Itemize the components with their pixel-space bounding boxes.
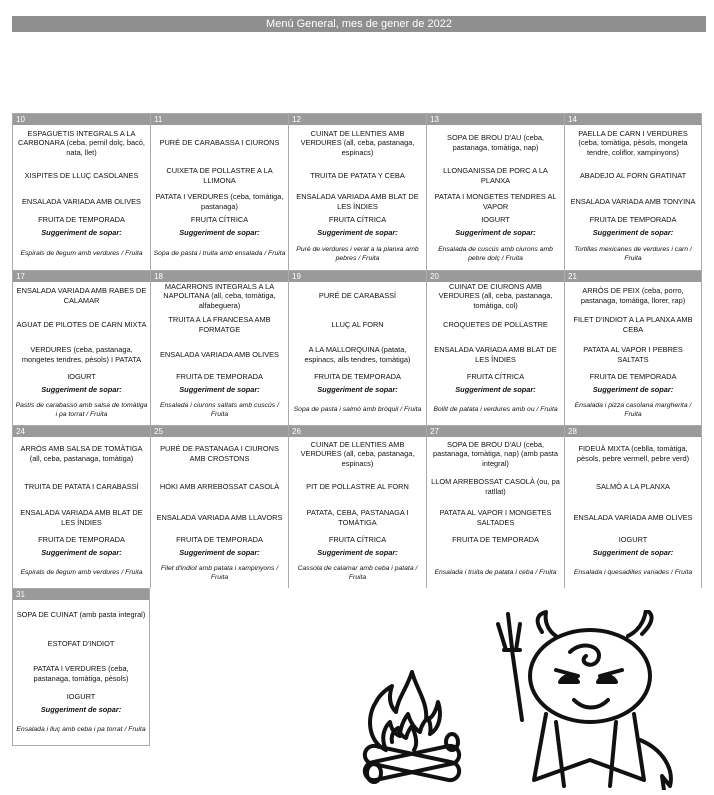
supper-suggestion-label: Suggeriment de sopar: — [592, 384, 674, 394]
second-course: TRUITA A LA FRANCESA AMB FORMATGE — [168, 315, 271, 334]
supper-suggestion: Ensalada i pizza casolana margherita / Fruita — [574, 401, 692, 418]
second-course: PIT DE POLLASTRE AL FORN — [306, 481, 409, 491]
dessert: FRUITA CÍTRICA — [190, 215, 249, 224]
supper-suggestion: Sopa de pasta i salmó amb bròquil / Fruita — [293, 406, 422, 414]
menu-title: Menú General, mes de gener de 2022 — [12, 16, 706, 32]
dessert: FRUITA DE TEMPORADA — [452, 535, 539, 544]
second-course: ABADEJO AL FORN GRATINAT — [579, 170, 687, 180]
day-cell — [426, 425, 564, 588]
supper-suggestion-label: Suggeriment de sopar: — [592, 227, 674, 237]
second-course: ESTOFAT D'INDIOT — [47, 639, 115, 649]
second-course: LLUÇ AL FORN — [331, 320, 384, 330]
supper-suggestion-label: Suggeriment de sopar: — [592, 547, 674, 557]
day-number: 11 — [151, 114, 288, 125]
side-dish: ENSALADA VARIADA AMB LLAVORS — [156, 512, 283, 522]
first-course: ESPAGUETIS INTEGRALS A LA CARBONARA (ceba, pernil dolç, bacó, nata, llet) — [18, 128, 145, 157]
side-dish: PATATA I VERDURES (ceba, tomàtiga, pastanaga) — [155, 191, 284, 211]
side-dish: VERDURES (ceba, pastanaga, mongetes tendres, pèsols) I PATATA — [21, 345, 142, 364]
day-cell — [288, 270, 426, 425]
supper-suggestion: Espirals de llegum amb verdures / Fruita — [20, 569, 143, 577]
supper-suggestion: Pastís de carabassó amb salsa de tomàtiga i pa torrat / Fruita — [15, 401, 148, 418]
side-dish: ENSALADA VARIADA AMB OLIVES — [160, 350, 279, 360]
day-cell — [12, 425, 150, 588]
dessert: FRUITA DE TEMPORADA — [176, 372, 263, 381]
supper-suggestion: Ensalada de cuscús amb ciurons amb pebre dolç / Fruita — [438, 245, 553, 262]
supper-suggestion: Ensalada i truita de patata i ceba / Fruita — [434, 569, 557, 577]
day-number: 31 — [13, 589, 149, 600]
supper-suggestion-label: Suggeriment de sopar: — [41, 227, 122, 237]
supper-suggestion: Tortillas mexicanes de verdures i carn / Fruita — [574, 245, 692, 262]
second-course: HOKI AMB ARREBOSSAT CASOLÀ — [159, 481, 280, 491]
dessert: FRUITA CÍTRICA — [328, 535, 387, 544]
side-dish: PATATA, CEBA, PASTANAGA I TOMÀTIGA — [306, 507, 409, 527]
day-number: 12 — [289, 114, 426, 125]
first-course: PURÉ DE CARABASSÍ — [318, 291, 397, 301]
second-course: CUIXETA DE POLLASTRE A LA LLIMONA — [166, 165, 273, 185]
first-course: MACARRONS INTEGRALS A LA NAPOLITANA (all, ceba, tomàtiga, alfabeguera) — [163, 281, 276, 310]
supper-suggestion: Filet d'indiot amb patata i xampinyons / Fruita — [160, 564, 279, 581]
supper-suggestion: Ensalada i lluç amb ceba i pa torrat / Fruita — [16, 726, 146, 734]
dessert: FRUITA DE TEMPORADA — [589, 372, 677, 381]
week-row — [12, 270, 706, 425]
week-row — [12, 425, 706, 588]
dessert: IOGURT — [66, 692, 96, 701]
week-row — [12, 113, 706, 270]
first-course: ARRÒS DE PEIX (ceba, porro, pastanaga, tomàtiga, llorer, rap) — [580, 286, 686, 305]
day-number: 19 — [289, 271, 426, 282]
day-number: 18 — [151, 271, 288, 282]
day-number: 26 — [289, 426, 426, 437]
side-dish: ENSALADA VARIADA AMB BLAT DE LES ÍNDIES — [20, 507, 143, 527]
first-course: PAELLA DE CARN I VERDURES (ceba, tomàtiga, pèsols, mongeta tendre, coliflor, xampinyons) — [578, 128, 688, 157]
side-dish: ENSALADA VARIADA AMB BLAT DE LES ÍNDIES — [296, 191, 419, 211]
supper-suggestion: Ensalada i ciurons saltats amb cuscús / Fruita — [159, 401, 279, 418]
side-dish: PATATA I VERDURES (ceba, pastanaga, tomàtiga, pèsols) — [33, 664, 129, 683]
day-number: 24 — [13, 426, 150, 437]
first-course: PURÉ DE PASTANAGA I CIURONS AMB CROSTONS — [160, 444, 279, 463]
second-course: TRUITA DE PATATA Y CEBA — [310, 170, 405, 180]
first-course: ENSALADA VARIADA AMB RABES DE CALAMAR — [16, 286, 147, 305]
day-cell — [564, 270, 702, 425]
dessert: IOGURT — [67, 372, 96, 381]
day-number: 10 — [13, 114, 150, 125]
second-course: AGUAT DE PILOTES DE CARN MIXTA — [16, 320, 147, 330]
day-cell — [564, 425, 702, 588]
day-cell — [150, 113, 288, 270]
dessert: FRUITA CÍTRICA — [328, 215, 387, 224]
supper-suggestion-label: Suggeriment de sopar: — [179, 384, 260, 394]
first-course: PURÉ DE CARABASSA I CIURONS — [159, 138, 280, 148]
supper-suggestion-label: Suggeriment de sopar: — [317, 384, 398, 394]
side-dish: A LA MALLORQUINA (patata, espinacs, alls tendres, tomàtiga) — [304, 345, 411, 364]
supper-suggestion: Cassola de calamar amb ceba i patata / Fruita — [297, 564, 418, 581]
day-number: 14 — [565, 114, 701, 125]
side-dish: PATATA AL VAPOR I MONGETES SALTADES — [439, 507, 552, 527]
side-dish: ENSALADA VARIADA AMB TONYINA — [570, 196, 696, 206]
day-cell — [288, 425, 426, 588]
day-cell — [150, 425, 288, 588]
side-dish: PATATA AL VAPOR I PEBRES SALTATS — [583, 345, 683, 364]
supper-suggestion-label: Suggeriment de sopar: — [41, 547, 122, 557]
day-number: 20 — [427, 271, 564, 282]
side-dish: ENSALADA VARIADA AMB OLIVES — [573, 512, 693, 522]
supper-suggestion: Ensalada i quesadilles variades / Fruita — [573, 569, 693, 577]
supper-suggestion-label — [427, 546, 564, 558]
day-cell — [150, 270, 288, 425]
supper-suggestion-label: Suggeriment de sopar: — [41, 384, 122, 394]
supper-suggestion-label: Suggeriment de sopar: — [179, 227, 260, 237]
dessert: FRUITA DE TEMPORADA — [314, 372, 401, 381]
campfire-icon — [356, 662, 468, 787]
first-course: SOPA DE BROU D'AU (ceba, pastanaga, tomàtiga, nap) (amb pasta integral) — [433, 439, 558, 468]
first-course: FIDEUÀ MIXTA (ceblla, tomàtiga, pèsols, pebre vermell, pebre verd) — [576, 444, 690, 463]
supper-suggestion-label: Suggeriment de sopar: — [40, 704, 122, 714]
second-course: LLOM ARREBOSSAT CASOLÀ (ou, pa ratllat) — [431, 476, 560, 496]
day-cell — [426, 113, 564, 270]
second-course: TRUITA DE PATATA I CARABASSÍ — [24, 481, 139, 491]
day-cell — [12, 113, 150, 270]
dessert: FRUITA DE TEMPORADA — [38, 535, 125, 544]
second-course: CROQUETES DE POLLASTRE — [443, 320, 548, 330]
first-course: SOPA DE CUINAT (amb pasta integral) — [16, 610, 146, 620]
devil-icon — [494, 610, 686, 790]
first-course: CUINAT DE LLENTIES AMB VERDURES (all, ceba, pastanaga, espinacs) — [300, 439, 415, 468]
supper-suggestion: Bollit de patata i verdures amb ou / Fruita — [433, 406, 558, 414]
day-cell — [12, 588, 150, 746]
dessert: FRUITA CÍTRICA — [466, 372, 525, 381]
side-dish: PATATA I MONGETES TENDRES AL VAPOR — [434, 191, 557, 211]
day-number: 13 — [427, 114, 564, 125]
day-number: 27 — [427, 426, 564, 437]
day-cell — [12, 270, 150, 425]
supper-suggestion-label: Suggeriment de sopar: — [179, 547, 260, 557]
day-cell — [564, 113, 702, 270]
first-course: SOPA DE BROU D'AU (ceba, pastanaga, tomàtiga, nap) — [447, 133, 544, 152]
day-number: 21 — [565, 271, 701, 282]
side-dish: ENSALADA VARIADA AMB BLAT DE LES ÍNDIES — [434, 345, 557, 364]
day-cell — [426, 270, 564, 425]
dessert: FRUITA DE TEMPORADA — [176, 535, 263, 544]
dessert: IOGURT — [618, 535, 648, 544]
second-course: FILET D'INDIOT A LA PLANXA AMB CEBA — [573, 315, 693, 334]
supper-suggestion-label: Suggeriment de sopar: — [317, 227, 398, 237]
supper-suggestion-label: Suggeriment de sopar: — [317, 547, 398, 557]
day-number: 28 — [565, 426, 701, 437]
supper-suggestion: Sopa de pasta i truita amb ensalada / Fruita — [153, 250, 286, 258]
supper-suggestion-label: Suggeriment de sopar: — [455, 384, 536, 394]
day-cell — [288, 113, 426, 270]
supper-suggestion: Espirals de llegum amb verdures / Fruita — [20, 250, 143, 258]
dessert: FRUITA DE TEMPORADA — [589, 215, 677, 224]
second-course: LLONGANISSA DE PORC A LA PLANXA — [443, 165, 548, 185]
supper-suggestion-label: Suggeriment de sopar: — [455, 227, 536, 237]
supper-suggestion: Puré de verdures i verat a la planxa amb pebres / Fruita — [296, 245, 419, 262]
first-course: CUINAT DE CIURONS AMB VERDURES (all, ceba, pastanaga, tomàtiga, col) — [438, 281, 553, 310]
side-dish: ENSALADA VARIADA AMB OLIVES — [22, 196, 141, 206]
dessert: IOGURT — [481, 215, 510, 224]
first-course: ARRÒS AMB SALSA DE TOMÀTIGA (all, ceba, pastanaga, tomàtiga) — [20, 444, 143, 463]
day-number: 17 — [13, 271, 150, 282]
day-number: 25 — [151, 426, 288, 437]
second-course: XISPITES DE LLUÇ CASOLANES — [24, 170, 139, 180]
dessert: FRUITA DE TEMPORADA — [38, 215, 125, 224]
second-course: SALMÓ A LA PLANXA — [596, 481, 670, 491]
first-course: CUINAT DE LLENTIES AMB VERDURES (all, ceba, pastanaga, espinacs) — [300, 128, 415, 157]
